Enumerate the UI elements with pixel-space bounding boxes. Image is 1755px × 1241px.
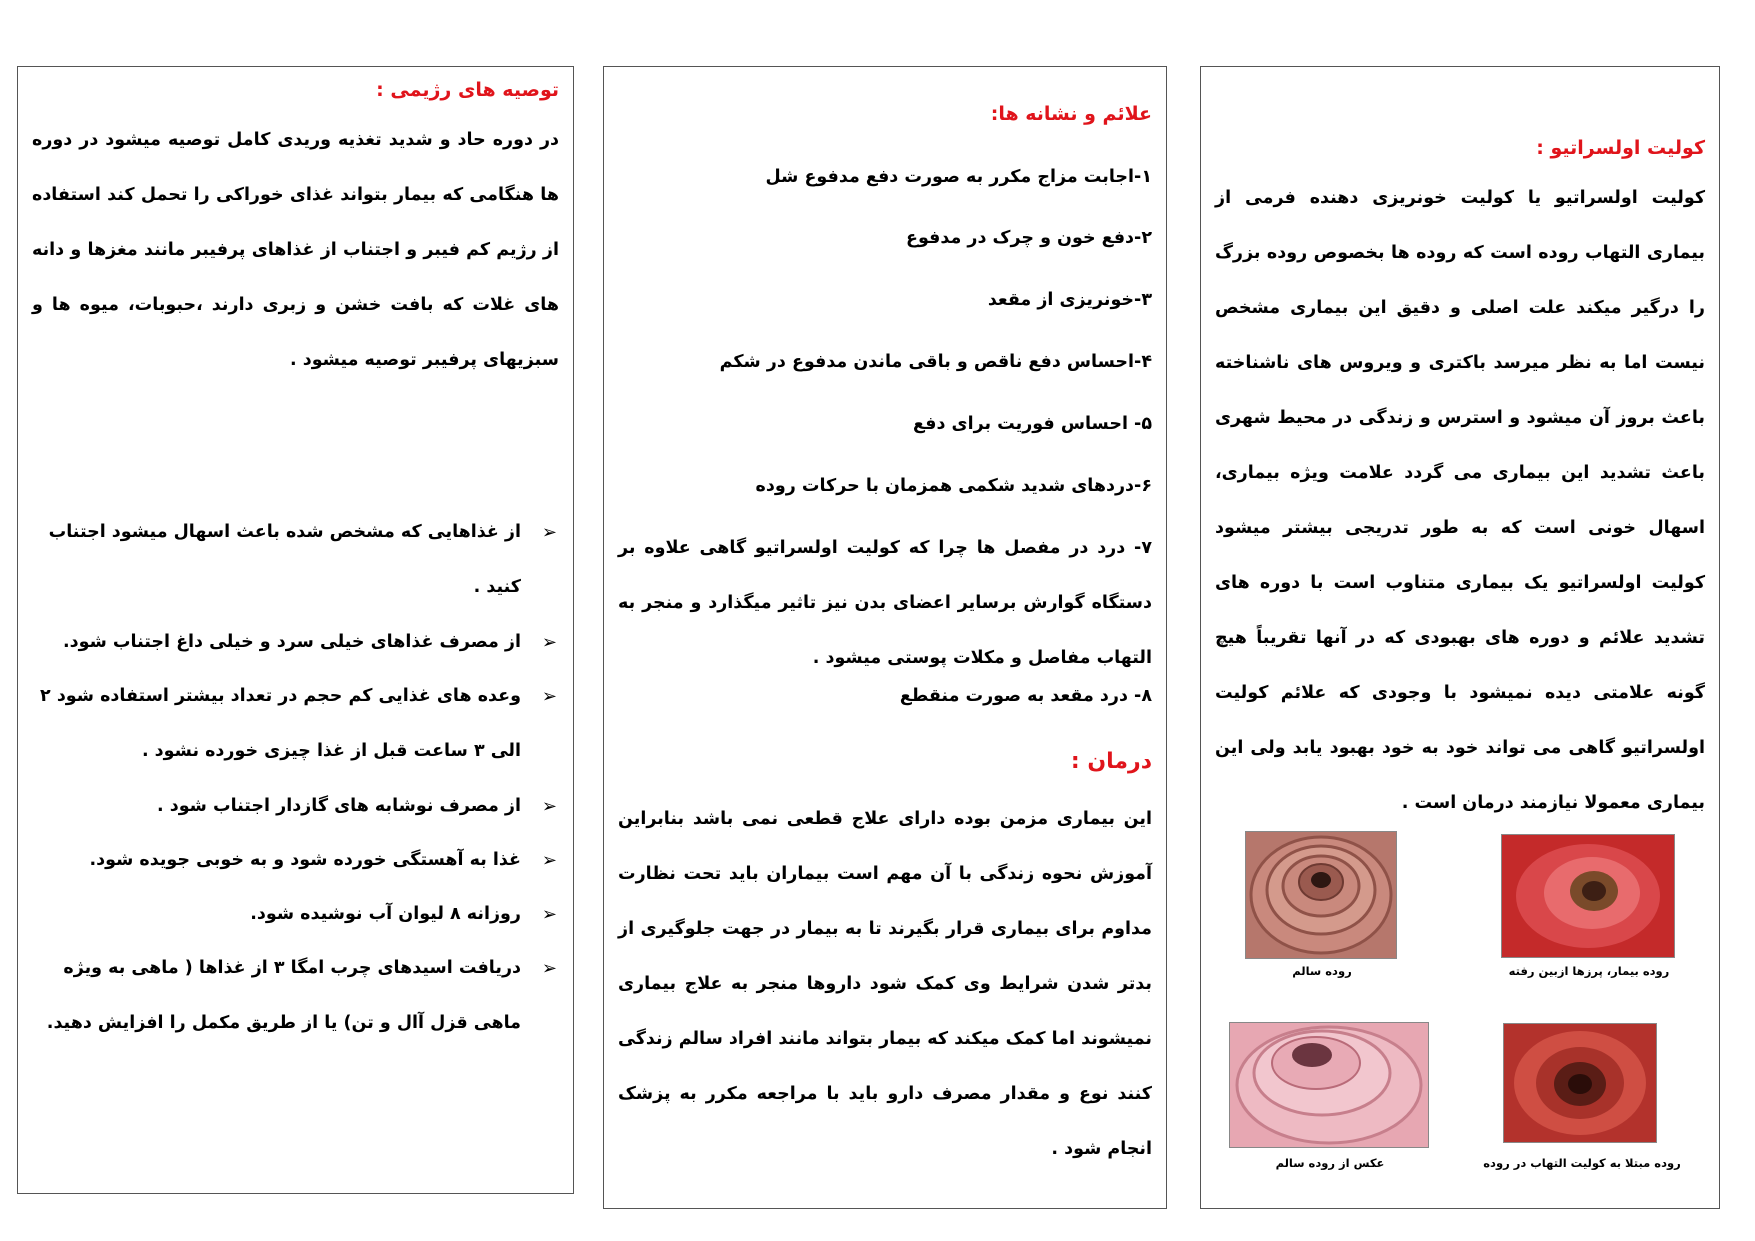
panel-symptoms-treatment xyxy=(603,66,1167,1209)
checkmark-arrow-icon: ➢ xyxy=(541,796,557,817)
diet-bullet: ➢ از مصرف غذاهای خیلی سرد و خیلی داغ اجتناب شود. xyxy=(36,615,557,670)
image-caption: عکس از روده سالم xyxy=(1275,1156,1385,1170)
healthy-colon-photo-1 xyxy=(1245,831,1397,959)
inflamed-colon-photo-1 xyxy=(1501,834,1675,958)
checkmark-arrow-icon: ➢ xyxy=(541,850,557,871)
symptom-item: ۱-اجابت مزاج مکرر به صورت دفع مدفوع شل xyxy=(765,167,1152,187)
diet-heading: توصیه های رژیمی : xyxy=(376,79,559,101)
diet-bullet: ➢ از مصرف نوشابه های گازدار اجتناب شود . xyxy=(36,779,557,834)
diet-bullet: ➢ دریافت اسیدهای چرب امگا ۳ از غذاها ( ماهی به ویژه ماهی قزل آال و تن) یا از طریق مکمل را افزایش دهید. xyxy=(36,941,557,1051)
checkmark-arrow-icon: ➢ xyxy=(541,632,557,653)
diet-bullet: ➢ غذا به آهستگی خورده شود و به خوبی جویده شود. xyxy=(36,833,557,888)
symptom-item: ۷- درد در مفصل ها چرا که کولیت اولسراتیو گاهی علاوه بر دستگاه گوارش برسایر اعضای بدن نیز تاثیر میگذارد و منجر به التهاب مفاصل و مکلات پوستی میشود . xyxy=(618,538,1152,668)
symptom-item: ۲-دفع خون و چرک در مدفوع xyxy=(905,228,1152,248)
treatment-heading: درمان : xyxy=(1070,749,1152,774)
image-caption: روده سالم xyxy=(1292,964,1352,978)
inflamed-colon-photo-2 xyxy=(1503,1023,1657,1143)
checkmark-arrow-icon: ➢ xyxy=(541,686,557,707)
checkmark-arrow-icon: ➢ xyxy=(541,904,557,925)
image-caption: روده مبتلا به کولیت التهاب در روده xyxy=(1483,1156,1681,1170)
symptom-item: ۳-خونریزی از مقعد xyxy=(987,290,1152,310)
symptom-item: ۸- درد مقعد به صورت منقطع xyxy=(899,686,1152,706)
diet-bullet: ➢ از غذاهایی که مشخص شده باعث اسهال میشود اجتناب کنید . xyxy=(36,505,557,615)
symptom-item: ۵- احساس فوریت برای دفع xyxy=(913,414,1152,434)
about-paragraph: کولیت اولسراتیو یا کولیت خونریزی دهنده فرمی از بیماری التهاب روده است که روده ها بخصوص روده بزرگ را درگیر میکند علت اصلی و دقیق این بیماری مشخص نیست اما به نظر میرسد باکتری و ویروس های ناشناخته باعث بروز آن میشود و استرس و زندگی در محیط شهری باعث تشدید این بیماری می گردد علامت ویژه بیماری، اسهال خونی است که به طور تدریجی بیشتر میشود کولیت اولسراتیو یک بیماری متناوب است با دوره های تشدید علائم و دوره های بهبودی که در آنها تقریباً هیچ گونه علامتی دیده نمیشود با وجودی که علائم کولیت اولسراتیو گاهی می تواند خود به خود بهبود یابد ولی این بیماری معمولا نیازمند درمان است . xyxy=(1215,188,1705,813)
panel-diet xyxy=(17,66,574,1194)
symptom-item: ۴-احساس دفع ناقص و باقی ماندن مدفوع در شکم xyxy=(719,352,1152,372)
panel-about-disease xyxy=(1200,66,1720,1209)
diet-paragraph: در دوره حاد و شدید تغذیه وریدی کامل توصیه میشود در دوره ها هنگامی که بیمار بتواند غذای خوراکی را تحمل کند استفاده از رژیم کم فیبر و اجتناب از غذاهای پرفیبر مانند مغزها و دانه های غلات که بافت خشن و زبری دارند ،حبوبات، میوه ها و سبزیهای پرفیبر توصیه میشود . xyxy=(32,130,559,370)
checkmark-arrow-icon: ➢ xyxy=(541,522,557,543)
symptom-item: ۶-دردهای شدید شکمی همزمان با حرکات روده xyxy=(755,476,1152,496)
symptoms-heading: علائم و نشانه ها: xyxy=(990,103,1152,125)
treatment-paragraph: این بیماری مزمن بوده دارای علاج قطعی نمی باشد بنابراین آموزش نحوه زندگی با آن مهم است بیماران باید تحت نظارت مداوم برای بیماری قرار بگیرند تا به بیمار در جهت جلوگیری از بدتر شدن شرایط وی کمک شود داروها منجر به علاج بیماری نمیشوند اما کمک میکند که بیمار بتواند مانند افراد سالم زندگی کنند نوع و مقدار مصرف دارو باید با مراجعه مکرر به پزشک انجام شود . xyxy=(618,809,1152,1159)
diet-bullet: ➢ روزانه ۸ لیوان آب نوشیده شود. xyxy=(36,887,557,942)
about-heading: کولیت اولسراتیو : xyxy=(1536,137,1705,159)
image-caption: روده بیمار، پرزها ازبین رفته xyxy=(1508,964,1670,978)
diet-bullet: ➢ وعده های غذایی کم حجم در تعداد بیشتر استفاده شود ۲ الی ۳ ساعت قبل از غذا چیزی خورده نشود . xyxy=(36,669,557,779)
healthy-colon-photo-2 xyxy=(1229,1022,1429,1148)
checkmark-arrow-icon: ➢ xyxy=(541,958,557,979)
